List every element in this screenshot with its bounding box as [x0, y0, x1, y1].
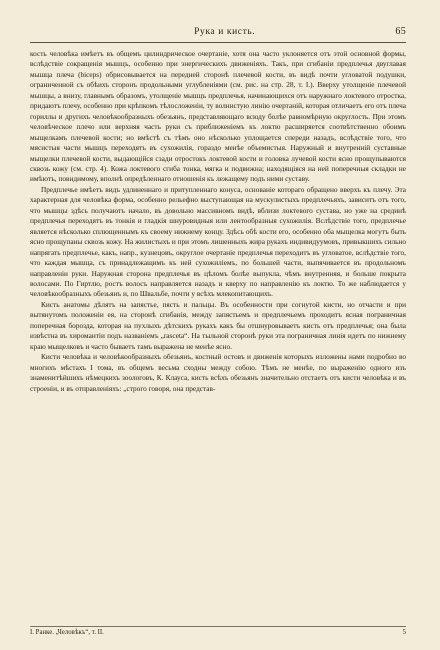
page-footer: [30, 629, 406, 636]
header-rule: [30, 42, 406, 43]
signature-mark: I. Ранке. „Человѣкъ“, т. II.: [30, 629, 104, 636]
page-body: [30, 49, 406, 394]
footer-rule: [30, 626, 406, 627]
paragraph: Кисти человѣка и человѣкообразныхъ обезьянъ, костный остовъ и движенія которыхъ изложены нами подробно во многихъ мѣстахъ I тома, въ общемъ весьма сходны между собою. Тѣмъ не менѣе, по выраженію одного изъ знаменитѣйшихъ нѣмецкихъ зоологовъ, К. Клауса, кисть всѣхъ обезьянъ значительно отстаетъ отъ кисти человѣка и въ строеніи, и въ отправленіяхъ: „строго говоря, она представ-: [30, 352, 406, 393]
running-title: Рука и кисть.: [194, 27, 256, 37]
page-header: [30, 26, 406, 40]
page-number: 65: [395, 26, 406, 37]
sheet-number: 5: [402, 629, 406, 636]
paragraph: Кисть анатомы дѣлятъ на запястье, пясть и пальцы. Въ особенности при согнутой кисти, но отчасти и при вытянутомъ положеніи ея, на сторонѣ сгибанія, между запястьемъ и предплечьемъ проходитъ ясная пограничная поперечная борозда, которая на пухлыхъ дѣтскихъ рукахъ какъ бы отшнуровываетъ кисть отъ предплечья; она была извѣстна въ хиромантіи подъ названіемъ „rascetа“. На тыльной сторонѣ руки эта пограничная линія идетъ по нижнему краю мыщелковъ и часто бываетъ тамъ выражена не менѣе ясно.: [30, 299, 406, 351]
paragraph: кость человѣка имѣетъ въ общемъ цилиндрическое очертаніе, хотя она часто уклоняется отъ этой основной формы, вслѣдствіе сокращенія мышцъ, особенно при энергическихъ движеніяхъ. Такъ, при сгибаніи предплечья двуглавая мышца плеча (biceps) обрисовывается на передней сторонѣ плечевой кости, въ видѣ почти угловатой подушки, ограниченной съ обѣихъ сторонъ продольными углубленіями (см. рис. на стр. 28, т. I.). Вверху утолщеніе плечевой мышцы, а внизу, главнымъ образомъ, утолщеніе мышцъ предплечья, начинающихся отъ наружнаго локтевого отростка, придаютъ плечу, особенно при крѣпкомъ тѣлосложеніи, ту волнистую линію очертаній, которая отличаетъ его отъ плеча гориллы и другихъ человѣкообразныхъ обезьянъ, представляющаго всюду болѣе равномѣрную округлость. При этомъ человѣческое плечо или верхняя часть руки съ приближеніемъ къ локтю расширяется соотвѣтственно обоимъ мыщелкамъ плечевой кости; но вмѣстѣ съ тѣмъ оно нѣсколько уплощается спереди назадъ, вслѣдствіе того, что мясистыя части мышцъ переходятъ въ сухожилія, гораздо менѣе объемистыя. Наружный и внутренній суставные мыщелки плечевой кости, выдающійся сзади отростокъ локтевой кости и головка лучевой кости ясно прощупываются сквозь кожу (см. стр. 4). Кожа локтевого сгиба тонка, мягка и подвижна; находящіяся на ней поперечныя складки не имѣютъ, повидимому, вполнѣ опредѣленнаго отношенія къ лежащему подъ ними суставу.: [30, 49, 406, 184]
paragraph: Предплечье имѣетъ видъ удлиненнаго и притупленнаго конуса, основаніе котораго обращено вверхъ къ плечу. Эта характерная для человѣка форма, особенно рельефно выступающая на мускулистыхъ предплечьяхъ, зависитъ отъ того, что мышцы здѣсь получаютъ начало, въ довольно массивномъ видѣ, вблизи локтевого сустава, но уже на срединѣ предплечья переходятъ въ тонкія и гладкія шнуровидныя или лентообразныя сухожилія. Вслѣдствіе того, предплечье является нѣсколько сплющеннымъ къ своему нижнему концу. Здѣсь обѣ кости его, особенно оба мыщелка могутъ быть ясно прощупаны сквозь кожу. На жилистыхъ и при этомъ лишенныхъ жира рукахъ индивидуумовъ, привыкшихъ сильно напрягать предплечье, какъ, напр., кузнецовъ, округлое очертаніе предплечья переходитъ въ угловатое, вслѣдствіе того, что каждая мышца, съ принадлежащимъ къ ней сухожиліемъ, по большей части, выпячивается въ продольномъ направленіи руки. Наружная сторона предплечья въ цѣломъ болѣе выпукла, чѣмъ внутренняя, и больше покрыта волосами. По Гиртлю, ростъ волосъ направляется назадъ и кверху по направленію къ локтю. То же наблюдается у человѣкообразныхъ обезьянъ и, по Швальбе, почти у всѣхъ млекопитающихъ.: [30, 184, 406, 299]
